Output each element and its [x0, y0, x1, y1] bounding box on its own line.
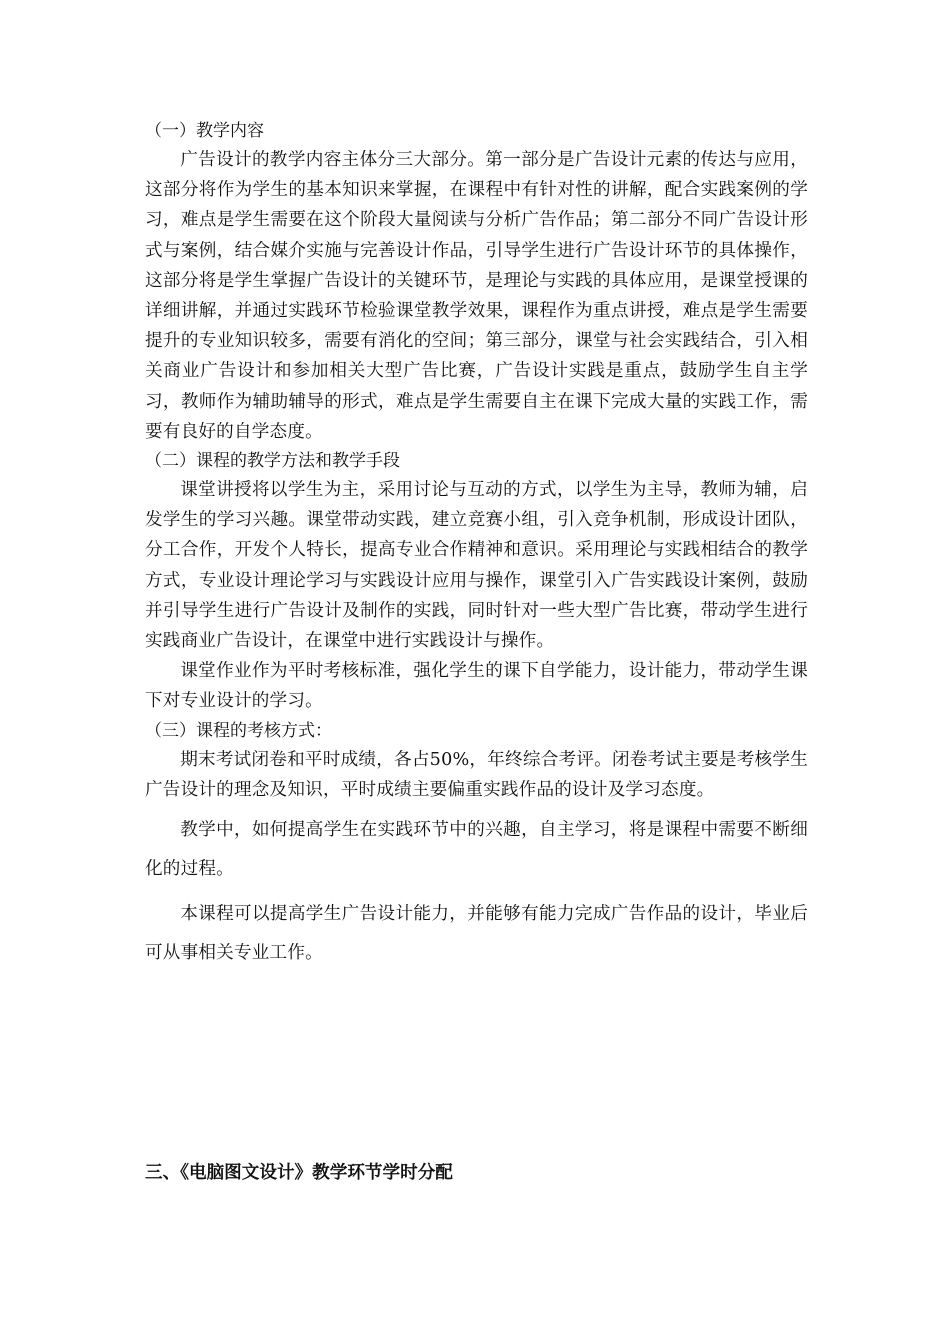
next-section-title: 三、《电脑图文设计》教学环节学时分配 — [145, 1163, 453, 1183]
paragraph-closing-ability: 本课程可以提高学生广告设计能力，并能够有能力完成广告作品的设计，毕业后可从事相关专业工作。 — [145, 904, 808, 964]
paragraph-homework: 课堂作业作为平时考核标准，强化学生的课下自学能力，设计能力，带动学生课下对专业设计的学习。 — [145, 661, 808, 712]
section-heading-teaching-content: （一）教学内容 — [145, 121, 264, 141]
paragraph-teaching-methods: 课堂讲授将以学生为主，采用讨论与互动的方式，以学生为主导，教师为辅，启发学生的学习兴趣。课堂带动实践，建立竞赛小组，引入竞争机制，形成设计团队，分工合作，开发个人特长，提高专业合作精神和意识。采用理论与实践相结合的教学方式，专业设计理论学习与实践设计应用与操作，课堂引入广告实践设计案例，鼓励并引导学生进行广告设计及制作的实践，同时针对一些大型广告比赛，带动学生进行实践商业广告设计，在课堂中进行实践设计与操作。 — [145, 480, 808, 652]
document-body — [145, 117, 808, 973]
paragraph-closing-interest: 教学中，如何提高学生在实践环节中的兴趣，自主学习，将是课程中需要不断细化的过程。 — [145, 820, 808, 880]
section-heading-assessment: （三）课程的考核方式： — [145, 720, 332, 741]
paragraph-assessment: 期末考试闭卷和平时成绩，各占50%，年终综合考评。闭卷考试主要是考核学生广告设计的理念及知识，平时成绩主要偏重实践作品的设计及学习态度。 — [145, 749, 808, 800]
paragraph-teaching-content: 广告设计的教学内容主体分三大部分。第一部分是广告设计元素的传达与应用，这部分将作为学生的基本知识来掌握，在课程中有针对性的讲解，配合实践案例的学习，难点是学生需要在这个阶段大量阅读与分析广告作品；第二部分不同广告设计形式与案例，结合媒介实施与完善设计作品，引导学生进行广告设计环节的具体操作，这部分将是学生掌握广告设计的关键环节，是理论与实践的具体应用，是课堂授课的详细讲解，并通过实践环节检验课堂教学效果，课程作为重点讲授，难点是学生需要提升的专业知识较多，需要有消化的空间；第三部分，课堂与社会实践结合，引入相关商业广告设计和参加相关大型广告比赛，广告设计实践是重点，鼓励学生自主学习，教师作为辅助辅导的形式，难点是学生需要自主在课下完成大量的实践工作，需要有良好的自学态度。 — [145, 150, 808, 442]
section-heading-teaching-methods: （二）课程的教学方法和教学手段 — [145, 451, 400, 472]
